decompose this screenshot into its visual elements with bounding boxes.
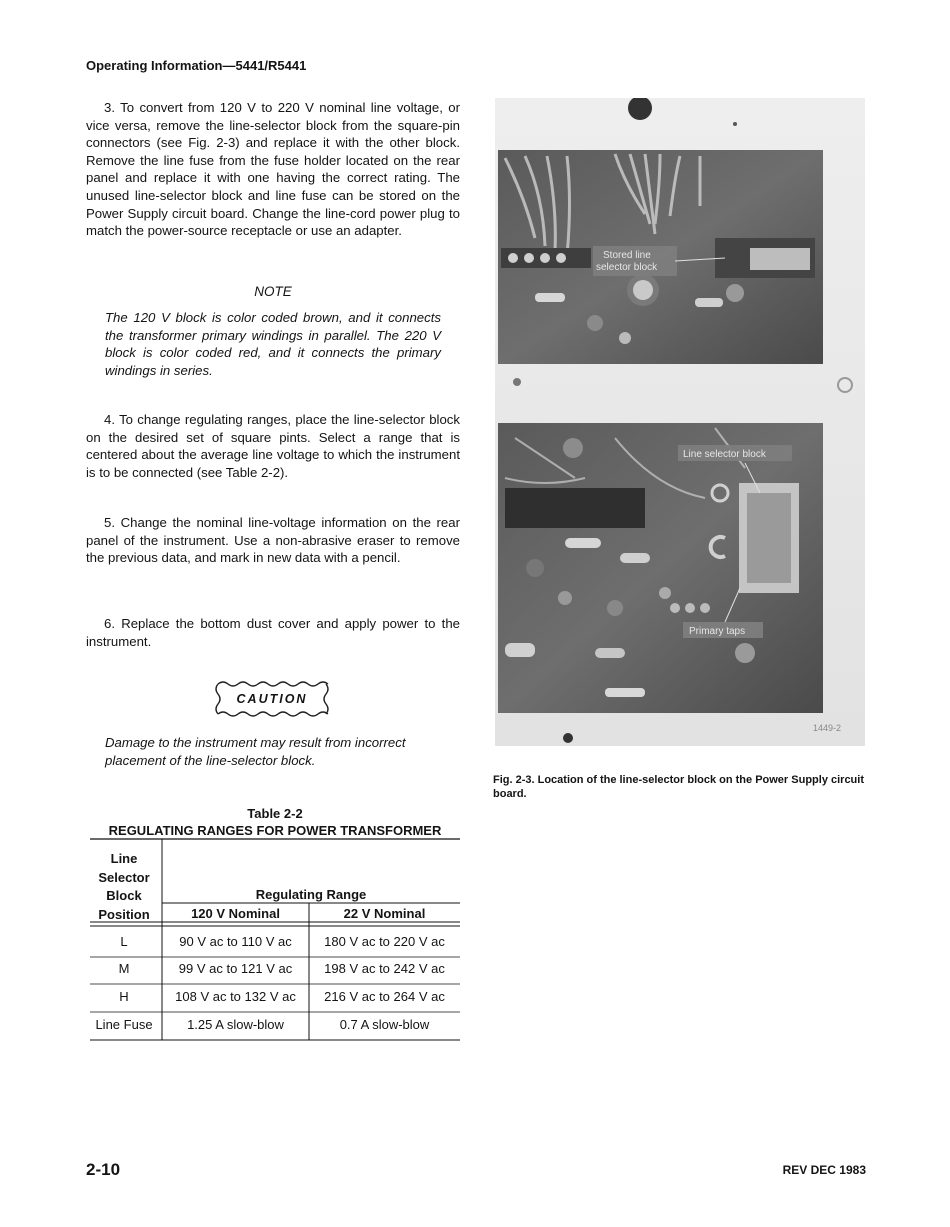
step-3 (86, 99, 460, 240)
note-text: The 120 V block is color coded brown, and it connects the transformer primary windings in parallel. The 220 V block is color coded red, and it connects the primary windings in series. (105, 310, 441, 378)
table-cell-220: 216 V ac to 264 V ac (324, 989, 445, 1004)
table-title: REGULATING RANGES FOR POWER TRANSFORMER (108, 823, 442, 838)
circuit-board-photo (495, 98, 865, 746)
header-line: Selector (98, 869, 150, 885)
table-header-position (86, 850, 162, 924)
table-group-header: Regulating Range (255, 887, 367, 902)
caution-label: CAUTION (236, 692, 308, 706)
step-5 (86, 514, 460, 567)
table-cell-position: M (118, 961, 130, 976)
revision-date: REV DEC 1983 (782, 1163, 866, 1177)
step-4 (86, 411, 460, 481)
caution-text: Damage to the instrument may result from incorrect placement of the line-selector block. (105, 735, 406, 768)
step-number-label: 4. (104, 412, 115, 427)
note-title: NOTE (254, 284, 292, 299)
table-subheader-220: 22 V Nominal (343, 906, 426, 921)
step-number-label: 6. (104, 616, 115, 631)
header-line: Block (106, 888, 142, 903)
table-subheader-120: 120 V Nominal (191, 906, 280, 921)
table-number: Table 2-2 (247, 806, 303, 821)
step-6 (86, 615, 460, 650)
header-line: Position (98, 906, 150, 922)
table-cell-position: L (120, 934, 128, 949)
page-number: 2-10 (86, 1160, 121, 1179)
table-cell-120: 1.25 A slow-blow (187, 1017, 284, 1032)
running-header: Operating Information—5441/R5441 (86, 58, 307, 73)
figure-caption: Fig. 2-3. Location of the line-selector block on the Power Supply circuit board. (493, 774, 864, 800)
step-text: Change the nominal line-voltage information on the rear panel of the instrument. Use a non-abrasive eraser to remove the previous data, and mark in new data with a pencil. (86, 515, 460, 566)
table-cell-120: 90 V ac to 110 V ac (179, 934, 292, 949)
label-stored-1: Stored line (603, 250, 651, 261)
table-cell-220: 198 V ac to 242 V ac (324, 961, 445, 976)
label-primary-taps: Primary taps (689, 626, 746, 637)
label-line-selector: Line selector block (683, 449, 766, 460)
table-cell-220: 0.7 A slow-blow (339, 1017, 430, 1032)
step-text: To convert from 120 V to 220 V nominal line voltage, or vice versa, remove the line-selector block from the square-pin connectors (see Fig. 2-3) and replace it with the other block. Remove the line fuse from the fuse holder located on the rear panel and replace it with one having the correct rating. The unused line-selector block and line fuse can be stored on the Power Supply circuit board. Change the line-cord power plug to match the power-source receptacle or use an adapter. (86, 100, 460, 239)
step-text: Replace the bottom dust cover and apply power to the instrument. (86, 616, 460, 649)
step-number-label: 3. (104, 100, 115, 115)
header-line: Line (110, 851, 138, 866)
step-text: To change regulating ranges, place the line-selector block on the desired set of square pints. Select a range that is centered about the average line voltage to which the instrument is to be connected (see Table 2-2). (86, 412, 460, 480)
step-number-label: 5. (104, 515, 115, 530)
table-cell-120: 108 V ac to 132 V ac (175, 989, 296, 1004)
table-cell-position: Line Fuse (95, 1017, 153, 1032)
table-cell-220: 180 V ac to 220 V ac (324, 934, 445, 949)
photo-id: 1449-2 (813, 723, 842, 733)
table-cell-120: 99 V ac to 121 V ac (178, 961, 293, 976)
label-stored-2: selector block (596, 262, 658, 273)
table-cell-position: H (119, 989, 129, 1004)
